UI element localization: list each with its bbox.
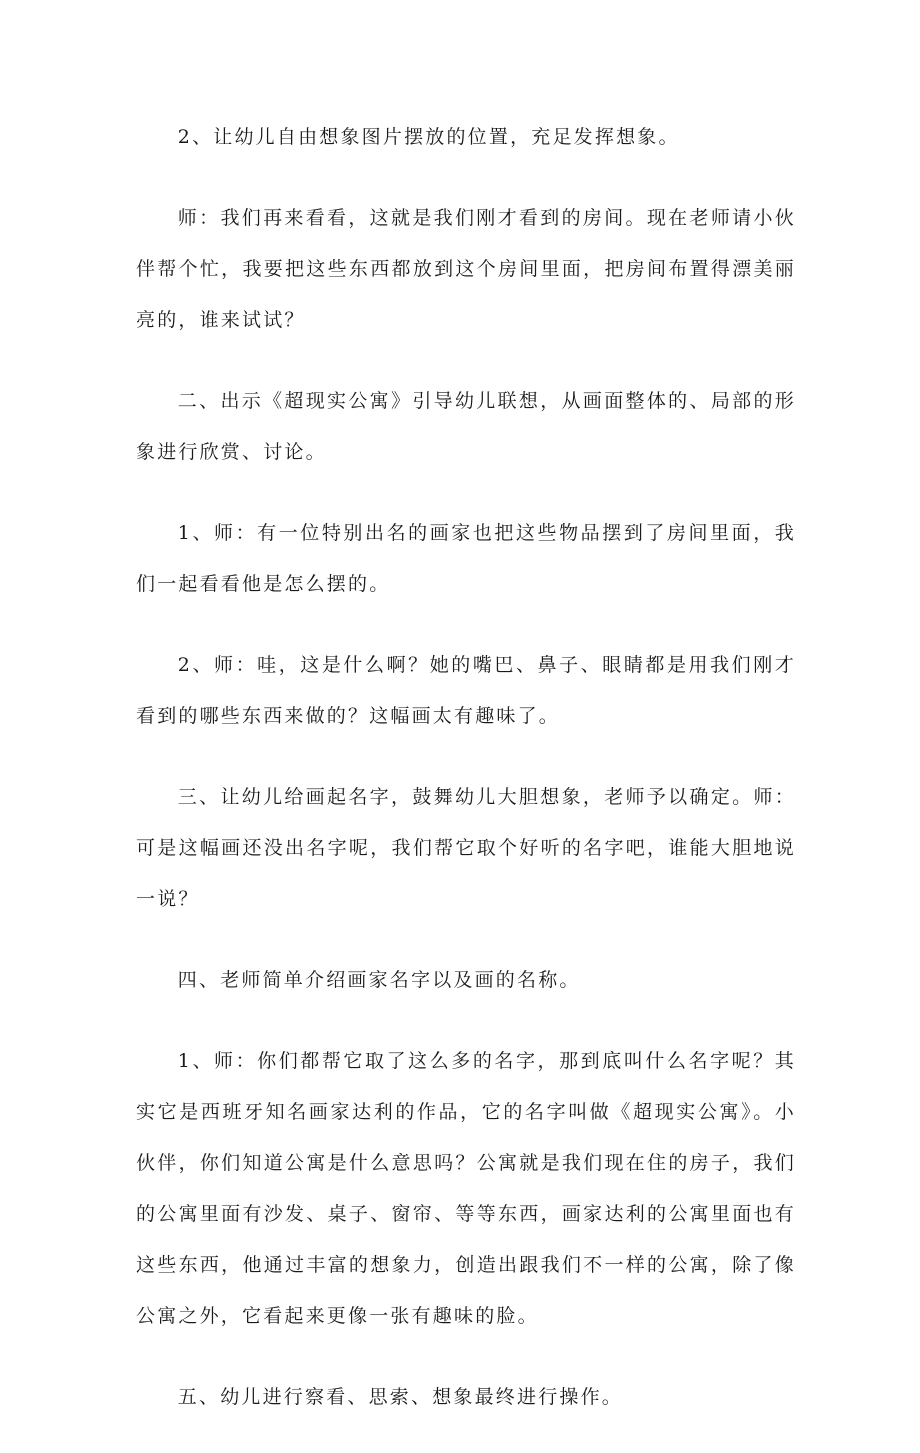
- document-body: [136, 112, 796, 1453]
- paragraph-8: 1、师：你们都帮它取了这么多的名字，那到底叫什么名字呢？其实它是西班牙知名画家达利的作品，它的名字叫做《超现实公寓》。小伙伴，你们知道公寓是什么意思吗？公寓就是我们现在住的房子，我们的公寓里面有沙发、桌子、窗帘、等等东西，画家达利的公寓里面也有这些东西，他通过丰富的想象力，创造出跟我们不一样的公寓，除了像公寓之外，它看起来更像一张有趣味的脸。: [136, 1050, 796, 1327]
- paragraph-4: 1、师：有一位特别出名的画家也把这些物品摆到了房间里面，我们一起看看他是怎么摆的。: [136, 522, 796, 595]
- paragraph-1: 2、让幼儿自由想象图片摆放的位置，充足发挥想象。: [177, 126, 680, 148]
- paragraph-7: 四、老师简单介绍画家名字以及画的名称。: [177, 969, 581, 991]
- paragraph-9: 五、幼儿进行察看、思索、想象最终进行操作。: [177, 1386, 623, 1408]
- paragraph-2: 师：我们再来看看，这就是我们刚才看到的房间。现在老师请小伙伴帮个忙，我要把这些东西都放到这个房间里面，把房间布置得漂美丽亮的，谁来试试？: [136, 207, 796, 331]
- paragraph-6: 三、让幼儿给画起名字，鼓舞幼儿大胆想象，老师予以确定。师：可是这幅画还没出名字呢，我们帮它取个好听的名字吧，谁能大胆地说一说？: [136, 786, 796, 910]
- paragraph-5: 2、师：哇，这是什么啊？她的嘴巴、鼻子、眼睛都是用我们刚才看到的哪些东西来做的？这幅画太有趣味了。: [136, 654, 796, 727]
- paragraph-3: 二、出示《超现实公寓》引导幼儿联想，从画面整体的、局部的形象进行欣赏、讨论。: [136, 390, 796, 463]
